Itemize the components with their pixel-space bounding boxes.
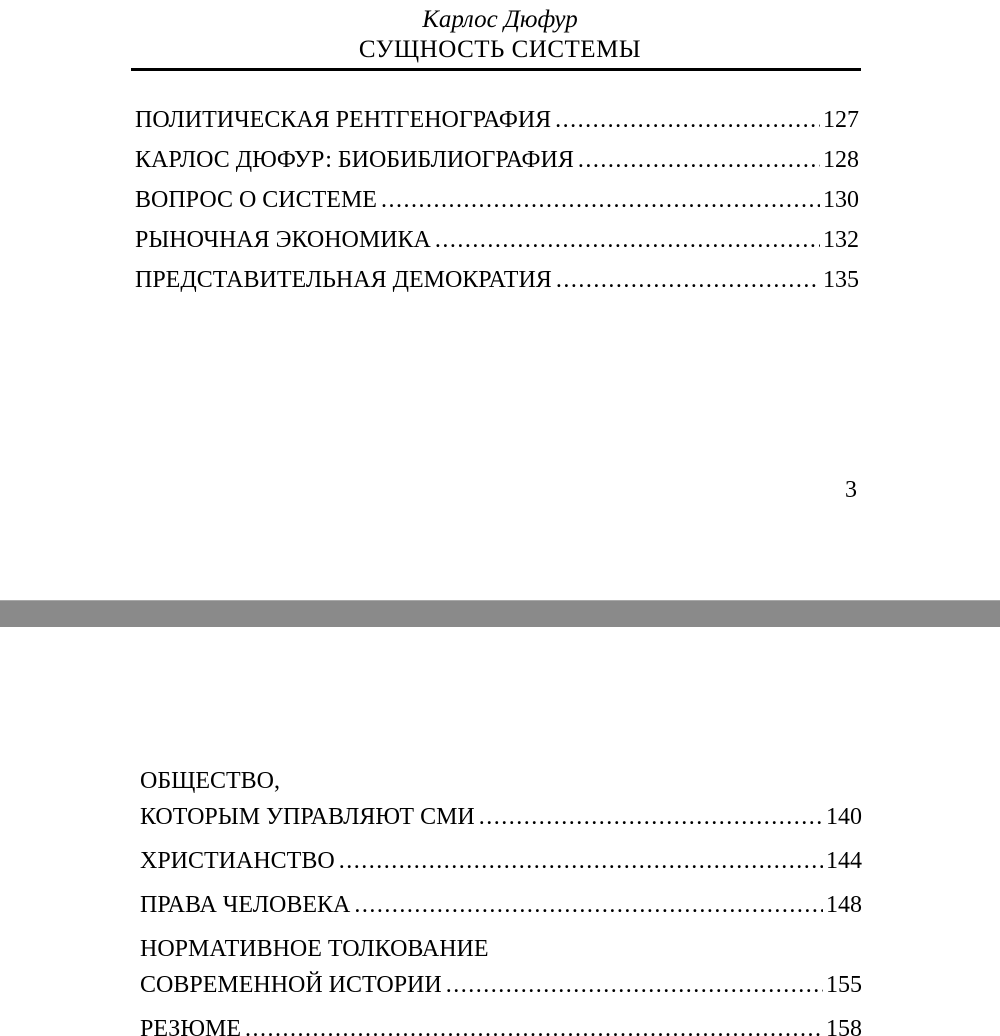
toc-entry-label: РЫНОЧНАЯ ЭКОНОМИКА: [135, 227, 431, 253]
toc-entry-label: ОБЩЕСТВО,: [140, 768, 280, 794]
page-divider: [0, 600, 1000, 627]
toc-entry-page: 135: [823, 267, 859, 293]
toc-entry-page: 155: [826, 972, 862, 998]
toc-entry-line: [140, 799, 862, 835]
toc-entry: [135, 100, 859, 140]
dot-leader: [555, 100, 820, 140]
toc-entry-line: [140, 843, 862, 879]
toc-entry-label: ВОПРОС О СИСТЕМЕ: [135, 187, 377, 213]
dot-leader: [339, 843, 823, 879]
toc-entry-line: [140, 931, 862, 967]
toc-entry: [135, 220, 859, 260]
toc-entry-label: КОТОРЫМ УПРАВЛЯЮТ СМИ: [140, 804, 475, 830]
book-author: Карлос Дюфур: [422, 6, 578, 33]
toc-entry: [135, 140, 859, 180]
toc-entry-label: ПРАВА ЧЕЛОВЕКА: [140, 892, 351, 918]
toc-entry-page: 132: [823, 227, 859, 253]
toc-entry-line: [140, 763, 862, 799]
dot-leader: [245, 1011, 823, 1036]
page-number: 3: [845, 477, 857, 503]
dot-leader: [381, 180, 820, 220]
toc-entry-page: 140: [826, 804, 862, 830]
toc-entry-page: 144: [826, 848, 862, 874]
toc-entry-page: 148: [826, 892, 862, 918]
toc-entry-page: 158: [826, 1016, 862, 1036]
toc-entry-label: ПОЛИТИЧЕСКАЯ РЕНТГЕНОГРАФИЯ: [135, 107, 552, 133]
page-header: [0, 0, 1000, 65]
dot-leader: [578, 140, 820, 180]
toc-page1: [135, 100, 859, 300]
dot-leader: [446, 967, 823, 1003]
toc-entry-page: 128: [823, 147, 859, 173]
toc-entry: [135, 260, 859, 300]
toc-entry: [135, 180, 859, 220]
toc-entry-label: ПРЕДСТАВИТЕЛЬНАЯ ДЕМОКРАТИЯ: [135, 267, 552, 293]
toc-entry-label: СОВРЕМЕННОЙ ИСТОРИИ: [140, 972, 442, 998]
toc-page2: [140, 763, 862, 1036]
dot-leader: [354, 887, 823, 923]
dot-leader: [435, 220, 820, 260]
book-title: СУЩНОСТЬ СИСТЕМЫ: [358, 36, 642, 63]
page-2: [0, 627, 1000, 1036]
toc-entry-page: 130: [823, 187, 859, 213]
toc-entry-label: КАРЛОС ДЮФУР: БИОБИБЛИОГРАФИЯ: [135, 147, 574, 173]
toc-entry-label: ХРИСТИАНСТВО: [140, 848, 335, 874]
toc-entry-line: [140, 967, 862, 1003]
toc-entry-line: [140, 887, 862, 923]
toc-entry-label: РЕЗЮМЕ: [140, 1016, 241, 1036]
dot-leader: [479, 799, 823, 835]
toc-entry-page: 127: [823, 107, 859, 133]
toc-entry-line: [140, 1011, 862, 1036]
title-rule: [131, 68, 861, 71]
toc-entry-label: НОРМАТИВНОЕ ТОЛКОВАНИЕ: [140, 936, 489, 962]
dot-leader: [556, 260, 820, 300]
